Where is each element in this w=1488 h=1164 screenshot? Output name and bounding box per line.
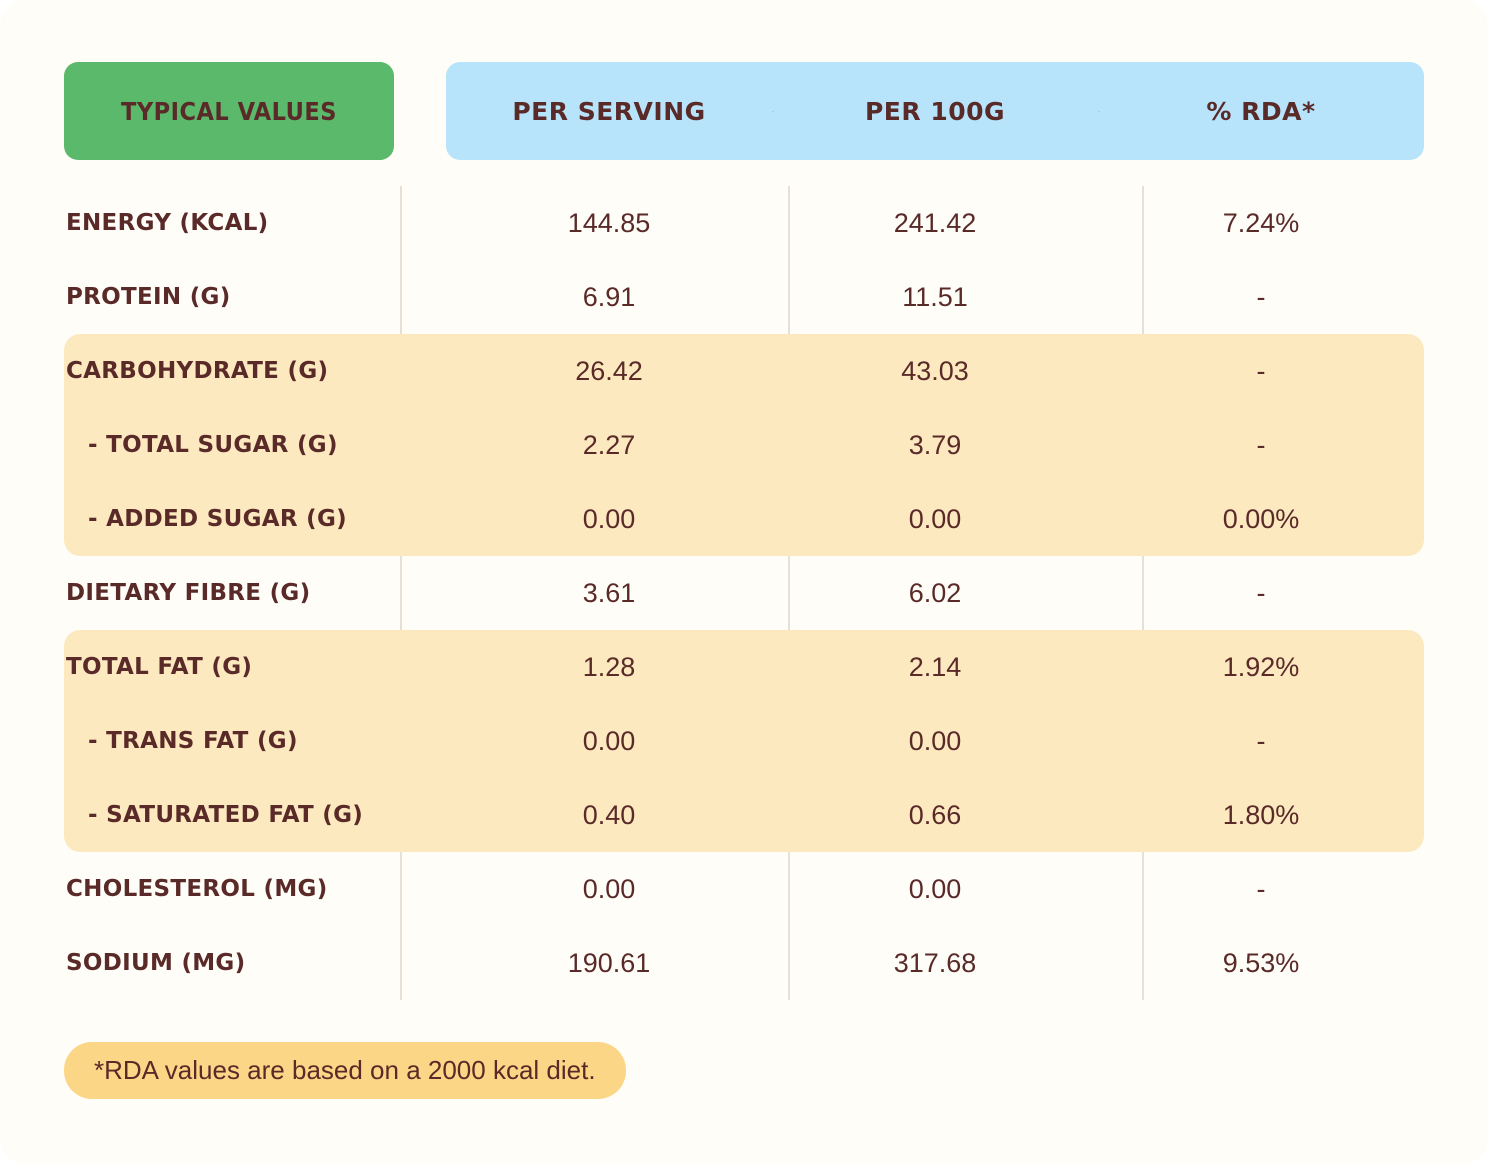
row-label: SODIUM (MG)	[66, 950, 246, 976]
cell-per-100g: 317.68	[893, 947, 977, 978]
table-header-row	[64, 62, 1424, 160]
cell-per-100g: 241.42	[893, 207, 977, 238]
table-row	[64, 260, 1424, 334]
row-values	[446, 430, 1424, 461]
cell-per-100g: 0.00	[908, 873, 962, 904]
row-values	[446, 356, 1424, 387]
row-values	[446, 874, 1424, 905]
row-values	[446, 726, 1424, 757]
row-label: CARBOHYDRATE (G)	[66, 358, 329, 384]
row-label: TOTAL FAT (G)	[66, 654, 253, 680]
cell-per-serving: 6.91	[582, 281, 636, 312]
table-row	[64, 630, 1424, 704]
cell-rda: 1.80%	[1222, 799, 1300, 830]
cell-rda: -	[1256, 873, 1266, 904]
table-row	[64, 556, 1424, 630]
row-values	[446, 800, 1424, 831]
table-row	[64, 778, 1424, 852]
row-label: ENERGY (KCAL)	[66, 210, 269, 236]
table-row	[64, 704, 1424, 778]
cell-per-100g: 0.66	[908, 799, 962, 830]
cell-per-100g: 43.03	[901, 355, 969, 386]
cell-rda: 0.00%	[1222, 503, 1300, 534]
cell-per-100g: 3.79	[908, 429, 962, 460]
cell-per-100g: 0.00	[908, 503, 962, 534]
row-values	[446, 504, 1424, 535]
cell-per-serving: 26.42	[575, 355, 643, 386]
cell-per-serving: 0.00	[582, 503, 636, 534]
row-label: - TOTAL SUGAR (G)	[88, 432, 338, 458]
table-row	[64, 408, 1424, 482]
row-values	[446, 948, 1424, 979]
table-row	[64, 186, 1424, 260]
header-col-per-serving: PER SERVING	[512, 96, 706, 126]
cell-per-100g: 11.51	[902, 281, 968, 312]
header-typical-values	[64, 62, 394, 160]
cell-per-serving: 3.61	[582, 577, 636, 608]
cell-rda: -	[1256, 429, 1266, 460]
cell-per-serving: 0.40	[582, 799, 636, 830]
rda-footnote: *RDA values are based on a 2000 kcal diet.	[64, 1042, 626, 1099]
cell-rda: -	[1256, 355, 1266, 386]
header-gap	[394, 62, 446, 160]
row-values	[446, 282, 1424, 313]
cell-per-100g: 2.14	[908, 651, 962, 682]
cell-per-serving: 0.00	[582, 873, 636, 904]
table-row	[64, 852, 1424, 926]
cell-per-serving: 2.27	[582, 429, 636, 460]
header-columns	[446, 62, 1424, 160]
row-label: - SATURATED FAT (G)	[88, 802, 364, 828]
cell-rda: 9.53%	[1222, 947, 1300, 978]
table-body	[64, 186, 1424, 1000]
cell-rda: 7.24%	[1222, 207, 1300, 238]
cell-rda: -	[1256, 577, 1266, 608]
cell-rda: 1.92%	[1222, 651, 1300, 682]
table-row	[64, 926, 1424, 1000]
row-values	[446, 652, 1424, 683]
cell-per-serving: 190.61	[567, 947, 651, 978]
row-label: - ADDED SUGAR (G)	[88, 506, 347, 532]
row-label: PROTEIN (G)	[66, 284, 231, 310]
cell-per-100g: 6.02	[908, 577, 962, 608]
table-row	[64, 482, 1424, 556]
row-label: - TRANS FAT (G)	[88, 728, 298, 754]
cell-per-serving: 0.00	[582, 725, 636, 756]
header-col-per-100g: PER 100G	[772, 97, 1098, 126]
cell-per-serving: 144.85	[567, 207, 651, 238]
cell-per-100g: 0.00	[908, 725, 962, 756]
cell-per-serving: 1.28	[582, 651, 636, 682]
row-label: DIETARY FIBRE (G)	[66, 580, 311, 606]
header-typical-values-label: TYPICAL VALUES	[121, 96, 337, 126]
row-values	[446, 208, 1424, 239]
cell-rda: -	[1256, 281, 1266, 312]
header-col-rda: % RDA*	[1098, 97, 1424, 126]
nutrition-table	[64, 62, 1424, 1000]
row-label: CHOLESTEROL (MG)	[66, 876, 328, 902]
table-row	[64, 334, 1424, 408]
cell-rda: -	[1256, 725, 1266, 756]
row-values	[446, 578, 1424, 609]
